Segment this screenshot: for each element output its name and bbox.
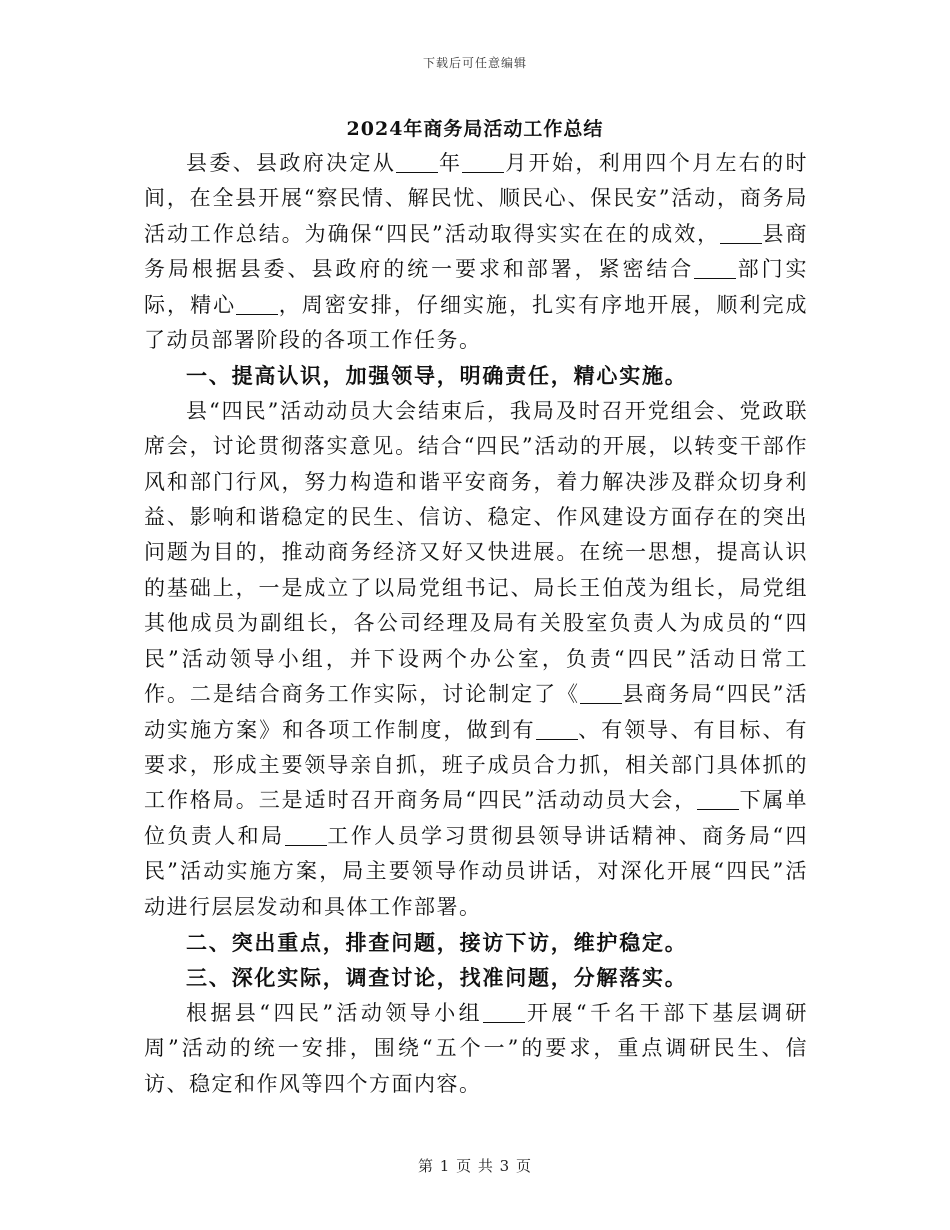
paragraph-text: 县委、县政府决定从 — [186, 151, 397, 175]
section-heading-1: 一、提高认识，加强领导，明确责任，精心实施。 — [186, 363, 688, 389]
paragraph-text: 根据县“四民”活动领导小组 — [186, 1000, 484, 1025]
paragraph-text: 月开始，利用四个月左右的时间，在全县开展“察民情、解民忧、顺民心、保民安”活动，商务局活动工作总结。为确保“四民”活动取得实实在在的成效， — [144, 151, 809, 246]
paragraph-intro — [144, 146, 808, 358]
blank-underline — [396, 151, 438, 173]
blank-underline — [720, 222, 762, 244]
page-footer: 第 1 页 共 3 页 — [418, 1157, 532, 1175]
paragraph-text: 县“四民”活动动员大会结束后，我局及时召开党组会、党政联席会，讨论贯彻落实意见。结合“四民”活动的开展，以转变干部作风和部门行风，努力构造和谐平安商务，着力解决涉及群众切身利益、影响和谐稳定的民生、信访、稳定、作风建设方面存在的突出问题为目的，推动商务经济又好又快进展。在统一思想，提高认识的基础上，一是成立了以局党组书记、局长王伯茂为组长，局党组其他成员为副组长，各公司经理及局有关股室负责人为成员的“四民”活动领导小组，并下设两个办公室，负责“四民”活动日常工作。二是结合商务工作实际，讨论制定了《 — [144, 398, 808, 707]
paragraph-text: 工作人员学习贯彻县领导讲话精神、商务局“四民”活动实施方案，局主要领导作动员讲话，对深化开展“四民”活动进行层层发动和具体工作部署。 — [144, 823, 809, 919]
blank-underline — [694, 257, 736, 279]
document-body — [144, 146, 808, 1102]
paragraph-section-1 — [144, 394, 808, 925]
blank-underline — [697, 788, 739, 810]
blank-underline — [580, 682, 622, 704]
section-heading-2: 二、突出重点，排查问题，接访下访，维护稳定。 — [186, 929, 688, 955]
paragraph-text: 下属单位负责人和局 — [144, 788, 808, 848]
paragraph-text: 、有领导、有目标、有要求，形成主要领导亲自抓，班子成员合力抓，相关部门具体抓的工作格局。三是适时召开商务局“四民”活动动员大会， — [144, 717, 809, 813]
blank-underline — [285, 824, 327, 846]
paragraph-text: 县商务局根据县委、县政府的统一要求和部署，紧密结合 — [144, 221, 808, 282]
blank-underline — [483, 1001, 525, 1023]
paragraph-text: 年 — [438, 151, 463, 175]
paragraph-text: 部门实际，精心 — [144, 257, 809, 317]
document-title: 2024年商务局活动工作总结 — [346, 118, 604, 140]
blank-underline — [462, 151, 504, 173]
paragraph-section-3 — [144, 996, 808, 1102]
header-note: 下载后可任意编辑 — [422, 56, 527, 70]
paragraph-text: 县商务局“四民”活动实施方案》和各项工作制度，做到有 — [144, 682, 808, 742]
paragraph-text: 开展“千名干部下基层调研周”活动的统一安排，围绕“五个一”的要求，重点调研民生、信访、稳定和作风等四个方面内容。 — [144, 1000, 808, 1096]
paragraph-text: ，周密安排，仔细实施，扎实有序地开展，顺利完成了动员部署阶段的各项工作任务。 — [144, 292, 809, 353]
blank-underline — [236, 293, 278, 315]
blank-underline — [536, 718, 578, 740]
section-heading-3: 三、深化实际，调查讨论，找准问题，分解落实。 — [186, 965, 688, 991]
